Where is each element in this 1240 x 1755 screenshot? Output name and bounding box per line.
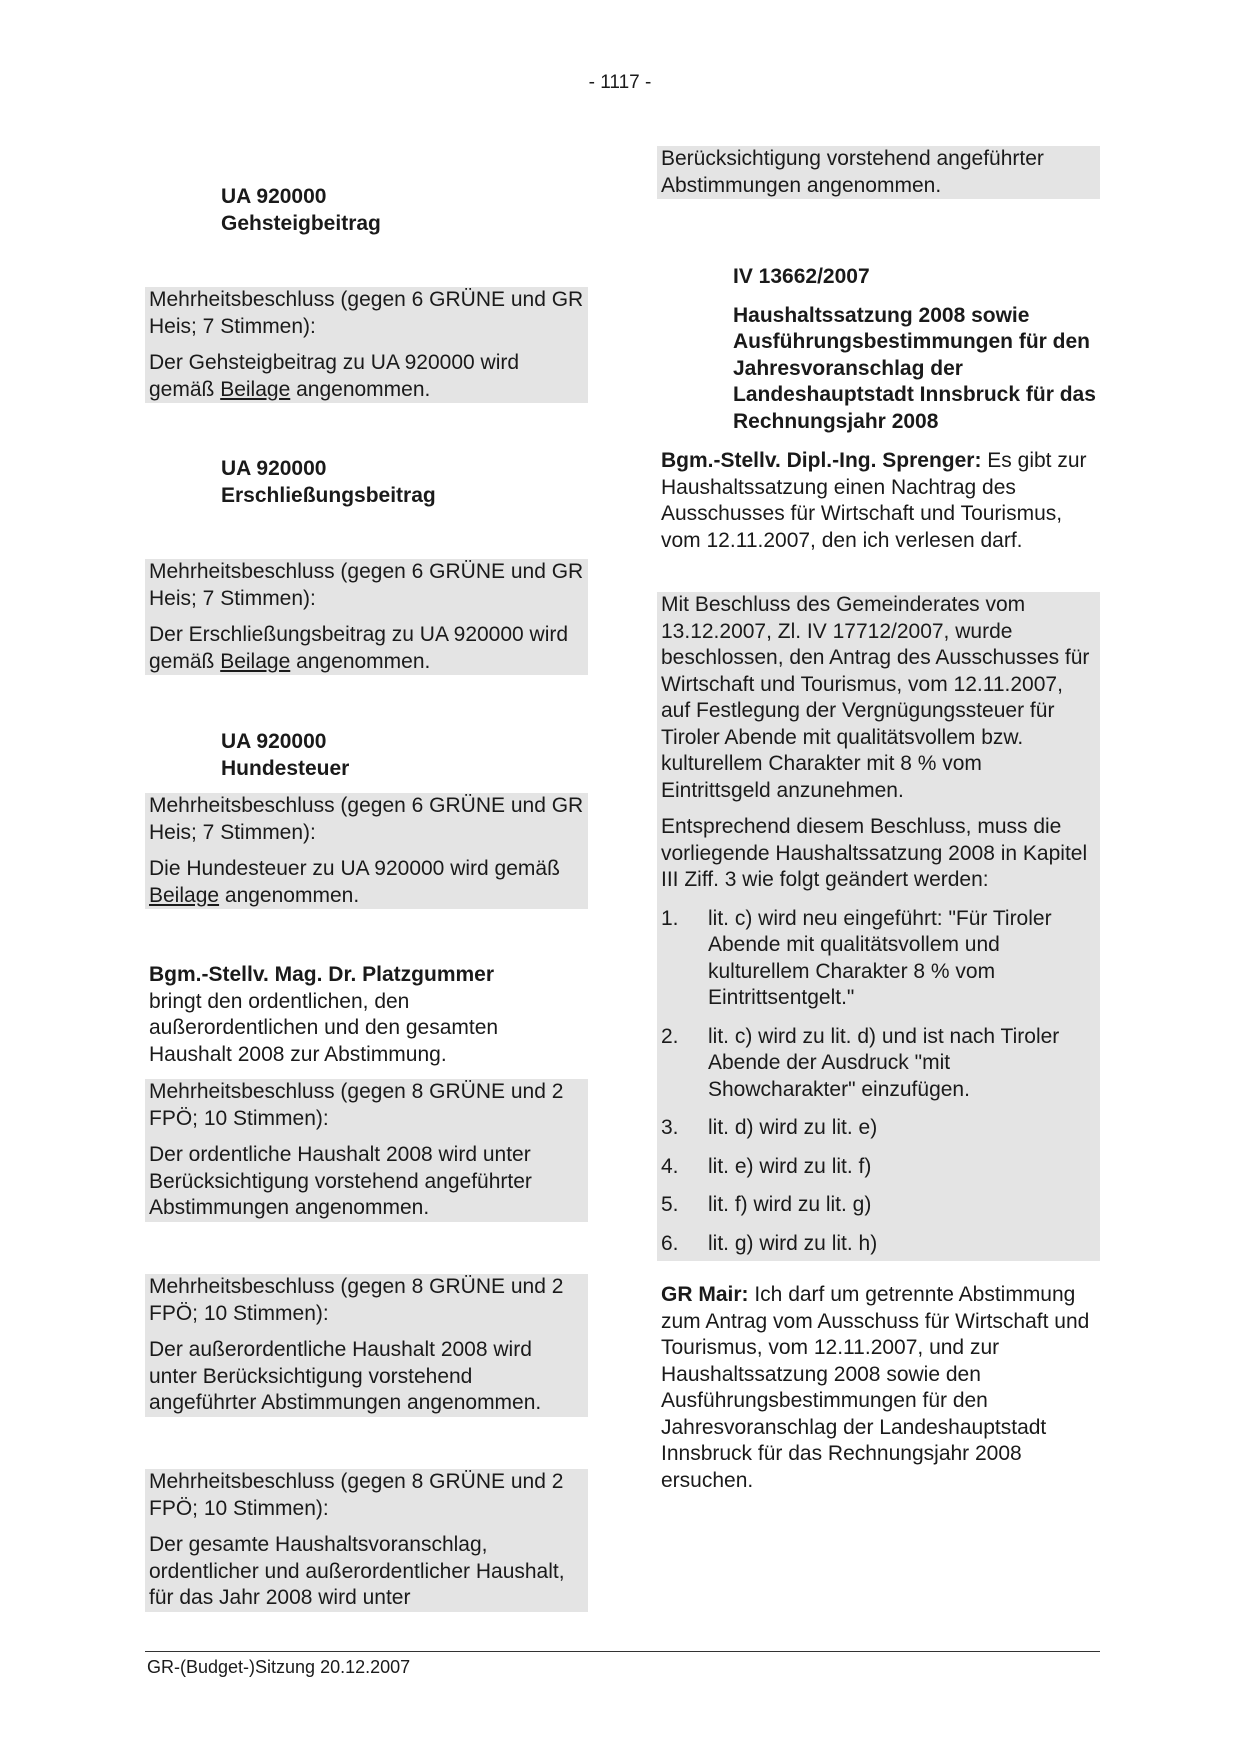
section-title: Erschließungsbeitrag	[221, 483, 436, 507]
speech-text: Es gibt zur Haushaltssatzung einen Nachtrag des Ausschusses für Wirtschaft und Tourismus, vom 12.11.2007, den ich verlesen darf.	[661, 449, 1087, 552]
vote-result-gehsteigbeitrag	[145, 287, 588, 403]
vote-result-ordentlicher-haushalt	[145, 1079, 588, 1222]
decision-text: Mehrheitsbeschluss (gegen 8 GRÜNE und 2 FPÖ; 10 Stimmen):	[149, 1470, 564, 1520]
list-item: 3. lit. d) wird zu lit. e)	[661, 1116, 878, 1139]
list-item: 1. lit. c) wird neu eingeführt: "Für Tiroler Abende mit qualitätsvollem und kulturellem Charakter 8 % vom Eintrittsentgelt."	[661, 906, 1052, 1009]
section-heading-gehsteigbeitrag	[221, 184, 381, 237]
section-heading-erschliessungsbeitrag	[221, 456, 436, 509]
list-item: 4. lit. e) wird zu lit. f)	[661, 1154, 872, 1178]
vote-result-ausserordentlicher-haushalt	[145, 1274, 588, 1417]
amendment-list	[661, 906, 1096, 1258]
list-item: 5. lit. f) wird zu lit. g)	[661, 1193, 872, 1216]
footer-divider	[145, 1651, 1100, 1652]
decision-text: Mehrheitsbeschluss (gegen 8 GRÜNE und 2 FPÖ; 10 Stimmen):	[149, 1275, 564, 1325]
section-heading-hundesteuer	[221, 729, 349, 782]
beilage-link[interactable]: Beilage	[220, 377, 291, 401]
quote-paragraph-1: Mit Beschluss des Gemeinderates vom 13.12.2007, Zl. IV 17712/2007, wurde beschlossen, den Antrag des Ausschusses für Wirtschaft und Tourismus, vom 12.11.2007, auf Festlegung der Vergnügungssteuer für Tiroler Abende mit qualitätsvollem bzw. kulturellem Charakter mit 8 % vom Eintrittsgeld anzunehmen.	[661, 593, 1090, 802]
list-item: 2. lit. c) wird zu lit. d) und ist nach Tiroler Abende der Ausdruck "mit Showcharakter" einzufügen.	[661, 1024, 1060, 1101]
decision-text: Mehrheitsbeschluss (gegen 6 GRÜNE und GR Heis; 7 Stimmen):	[149, 794, 584, 844]
list-item: 6. lit. g) wird zu lit. h)	[661, 1231, 878, 1255]
speech-text: bringt den ordentlichen, den außerordentlichen und den gesamten Haushalt 2008 zur Abstimmung.	[149, 989, 499, 1066]
result-text: Der ordentliche Haushalt 2008 wird unter Berücksichtigung vorstehend angeführter Abstimmungen angenommen.	[149, 1143, 532, 1219]
footer-text: GR-(Budget-)Sitzung 20.12.2007	[147, 1657, 411, 1677]
beilage-link[interactable]: Beilage	[220, 649, 291, 673]
vote-result-gesamter-haushalt	[145, 1469, 588, 1612]
result-text: Der Erschließungsbeitrag zu UA 920000 wird gemäß Beilage angenommen.	[149, 623, 569, 673]
speech-mair	[657, 1282, 1100, 1494]
speaker-name: Bgm.-Stellv. Dipl.-Ing. Sprenger:	[661, 449, 982, 472]
speech-platzgummer	[145, 962, 588, 1068]
vote-result-continuation	[657, 146, 1100, 199]
result-text: Der Gehsteigbeitrag zu UA 920000 wird gemäß Beilage angenommen.	[149, 351, 520, 401]
beilage-link[interactable]: Beilage	[149, 883, 220, 907]
result-text: Die Hundesteuer zu UA 920000 wird gemäß Beilage angenommen.	[149, 857, 560, 907]
result-text: Berücksichtigung vorstehend angeführter Abstimmungen angenommen.	[661, 147, 1044, 197]
page-number: - 1117 -	[588, 72, 652, 93]
agenda-item-title: Haushaltssatzung 2008 sowie Ausführungsbestimmungen für den Jahresvoranschlag der Landeshauptstadt Innsbruck für das Rechnungsjahr 2008	[733, 303, 1096, 433]
decision-text: Mehrheitsbeschluss (gegen 6 GRÜNE und GR Heis; 7 Stimmen):	[149, 288, 584, 338]
section-code: UA 920000	[221, 185, 327, 208]
quote-paragraph-2: Entsprechend diesem Beschluss, muss die vorliegende Haushaltssatzung 2008 in Kapitel III Ziff. 3 wie folgt geändert werden:	[661, 815, 1088, 891]
speech-text: Ich darf um getrennte Abstimmung zum Antrag vom Ausschuss für Wirtschaft und Tourismus, vom 12.11.2007, und zur Haushaltssatzung 2008 sowie den Ausführungsbestimmungen für den Jahresvoranschlag der Landeshauptstadt Innsbruck für das Rechnungsjahr 2008 ersuchen.	[661, 1283, 1090, 1492]
speaker-name: Bgm.-Stellv. Mag. Dr. Platzgummer	[149, 963, 495, 986]
speaker-name: GR Mair:	[661, 1283, 749, 1306]
speech-sprenger	[657, 448, 1100, 554]
vote-result-erschliessungsbeitrag	[145, 559, 588, 675]
result-text: Der außerordentliche Haushalt 2008 wird unter Berücksichtigung vorstehend angeführter Abstimmungen angenommen.	[149, 1338, 542, 1414]
result-text: Der gesamte Haushaltsvoranschlag, ordentlicher und außerordentlicher Haushalt, für das Jahr 2008 wird unter	[149, 1533, 565, 1609]
section-title: Hundesteuer	[221, 756, 350, 780]
agenda-item-code: IV 13662/2007	[733, 265, 870, 288]
agenda-item-heading	[733, 264, 1103, 435]
decision-text: Mehrheitsbeschluss (gegen 8 GRÜNE und 2 FPÖ; 10 Stimmen):	[149, 1080, 564, 1130]
quoted-resolution	[657, 592, 1100, 1261]
section-code: UA 920000	[221, 730, 327, 753]
vote-result-hundesteuer	[145, 793, 588, 909]
section-code: UA 920000	[221, 457, 327, 480]
decision-text: Mehrheitsbeschluss (gegen 6 GRÜNE und GR Heis; 7 Stimmen):	[149, 560, 584, 610]
section-title: Gehsteigbeitrag	[221, 211, 381, 235]
